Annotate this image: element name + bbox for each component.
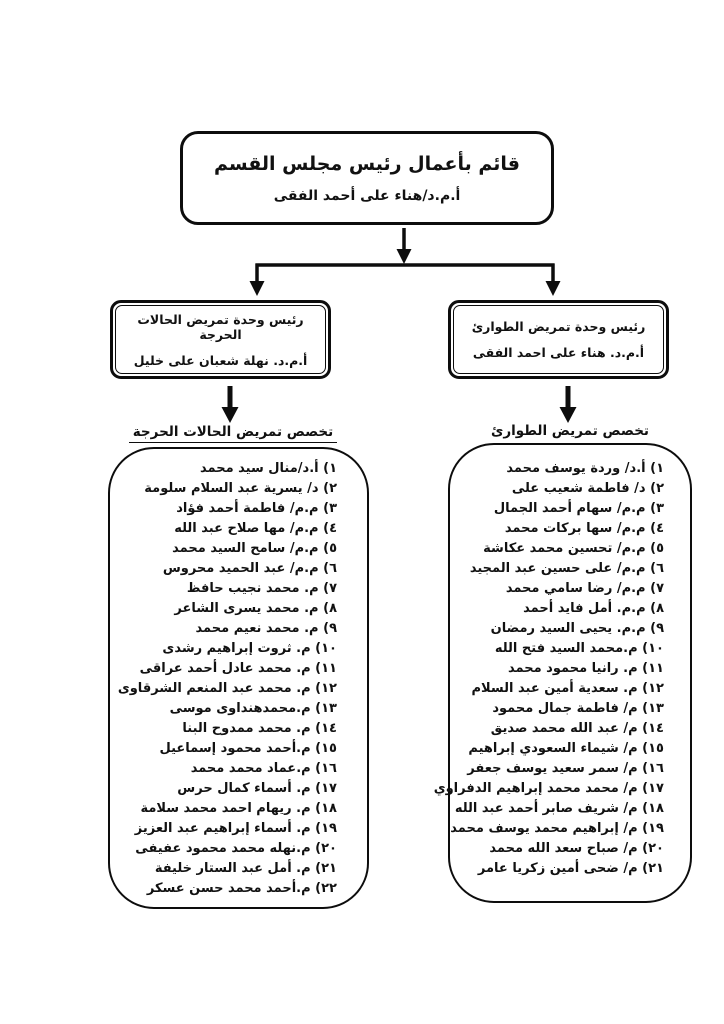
list-item: ١٨) م. ريهام احمد محمد سلامة <box>140 801 337 816</box>
emergency-unit-head-box <box>448 300 669 379</box>
list-item: ١٥) م/ شيماء السعودي إبراهيم <box>468 741 664 756</box>
critical-unit-head-name: أ.م.د. نهلة شعبان على خليل <box>133 352 308 368</box>
list-item: ١٨) م/ شريف صابر أحمد عبد الله <box>454 801 664 816</box>
critical-section-label-text: تخصص تمريض الحالات الحرجة <box>129 424 337 443</box>
list-item: ١٧) م/ محمد محمد إبراهيم الدفراوي <box>433 781 664 796</box>
list-item: ١٢) م. سعدية أمين عبد السلام <box>471 681 664 696</box>
list-item: ٣) م.م/ سهام أحمد الجمال <box>493 501 664 516</box>
list-item: ٤) م.م/ سها بركات محمد <box>504 521 664 536</box>
list-item: ١٣) م.محمدهنداوى موسى <box>169 701 337 716</box>
list-item: ٦) م.م/ عبد الحميد محروس <box>162 561 337 576</box>
emergency-unit-title: رئيس وحدة تمريض الطوارئ <box>471 319 646 334</box>
list-item: ٢) د/ يسرية عبد السلام سلومة <box>144 481 337 496</box>
list-item: ١٦) م.عماد محمد محمد <box>190 761 337 776</box>
list-item: ٦) م.م/ على حسين عبد المجيد <box>469 561 664 576</box>
list-item: ٧) م.م/ رضا سامي محمد <box>505 581 664 596</box>
list-item: ٢٢) م.أحمد محمد حسن عسكر <box>146 881 337 896</box>
list-item: ١٩) م. أسماء إبراهيم عبد العزيز <box>134 821 337 836</box>
list-item: ١٠) م. ثروت إبراهيم رشدى <box>162 641 337 656</box>
emergency-members-list <box>433 445 690 879</box>
list-item: ٨) م.م. أمل فايد أحمد <box>523 601 664 616</box>
root-title: قائم بأعمال رئيس مجلس القسم <box>214 152 520 175</box>
critical-unit-head-box-inner <box>115 305 326 374</box>
critical-members-box <box>108 447 369 909</box>
list-item: ١٩) م/ إبراهيم محمد يوسف محمد <box>450 821 664 836</box>
emergency-unit-head-name: أ.م.د. هناء على احمد الفقى <box>472 345 645 360</box>
list-item: ١٢) م. محمد عبد المنعم الشرقاوى <box>117 681 337 696</box>
list-item: ٩) م.م. يحيى السيد رمضان <box>490 621 664 636</box>
emergency-unit-head-box-inner <box>453 305 664 374</box>
emergency-section-label-text: تخصص تمريض الطوارئ <box>490 423 649 439</box>
list-item: ١٦) م/ سمر سعيد يوسف جعفر <box>467 761 664 776</box>
list-item: ١٧) م. أسماء كمال حرس <box>177 781 337 796</box>
list-item: ٧) م. محمد نجيب حافظ <box>186 581 337 596</box>
list-item: ٢١) م/ ضحى أمين زكريا عامر <box>477 861 664 876</box>
root-box <box>180 131 554 225</box>
list-item: ٤) م.م/ مها صلاح عبد الله <box>174 521 337 536</box>
emergency-section-down-arrow-icon <box>560 386 577 423</box>
critical-members-list <box>110 449 367 899</box>
left-branch-down-arrow-icon <box>250 264 265 297</box>
list-item: ٥) م.م/ سامح السيد محمد <box>172 541 337 556</box>
root-person-name: أ.م.د/هناء على أحمد الفقى <box>273 187 461 204</box>
root-down-arrow-icon <box>397 228 412 264</box>
list-item: ٢) د/ فاطمة شعيب على <box>511 481 664 496</box>
list-item: ٩) م. محمد نعيم محمد <box>195 621 337 636</box>
list-item: ٢٠) م/ صباح سعد الله محمد <box>489 841 664 856</box>
list-item: ١٤) م/ عبد الله محمد صديق <box>490 721 664 736</box>
critical-section-down-arrow-icon <box>222 386 239 423</box>
critical-unit-head-box <box>110 300 331 379</box>
emergency-section-label <box>450 423 690 439</box>
list-item: ٢١) م. أمل عبد الستار خليفة <box>154 861 337 876</box>
list-item: ١٠) م.محمد السيد فتح الله <box>494 641 664 656</box>
right-branch-down-arrow-icon <box>546 264 561 297</box>
list-item: ٢٠) م.نهله محمد محمود عفيفى <box>135 841 337 856</box>
list-item: ٣) م.م/ فاطمة أحمد فؤاد <box>176 501 337 516</box>
list-item: ١٣) م/ فاطمة جمال محمود <box>492 701 664 716</box>
critical-unit-title: رئيس وحدة تمريض الحالات الحرجة <box>137 311 304 342</box>
list-item: ٥) م.م/ تحسين محمد عكاشة <box>483 541 664 556</box>
list-item: ١١) م. رانيا محمود محمد <box>508 661 664 676</box>
list-item: ١٥) م.أحمد محمود إسماعيل <box>159 741 337 756</box>
list-item: ١٤) م. محمد ممدوح البنا <box>182 721 337 736</box>
list-item: ٨) م. محمد يسرى الشاعر <box>174 601 337 616</box>
list-item: ١) أ.د/منال سيد محمد <box>199 461 337 476</box>
list-item: ١) أ.د/ وردة يوسف محمد <box>506 461 664 476</box>
critical-section-label <box>113 424 353 440</box>
emergency-members-box <box>433 443 692 903</box>
list-item: ١١) م. محمد عادل أحمد عراقى <box>139 661 337 676</box>
